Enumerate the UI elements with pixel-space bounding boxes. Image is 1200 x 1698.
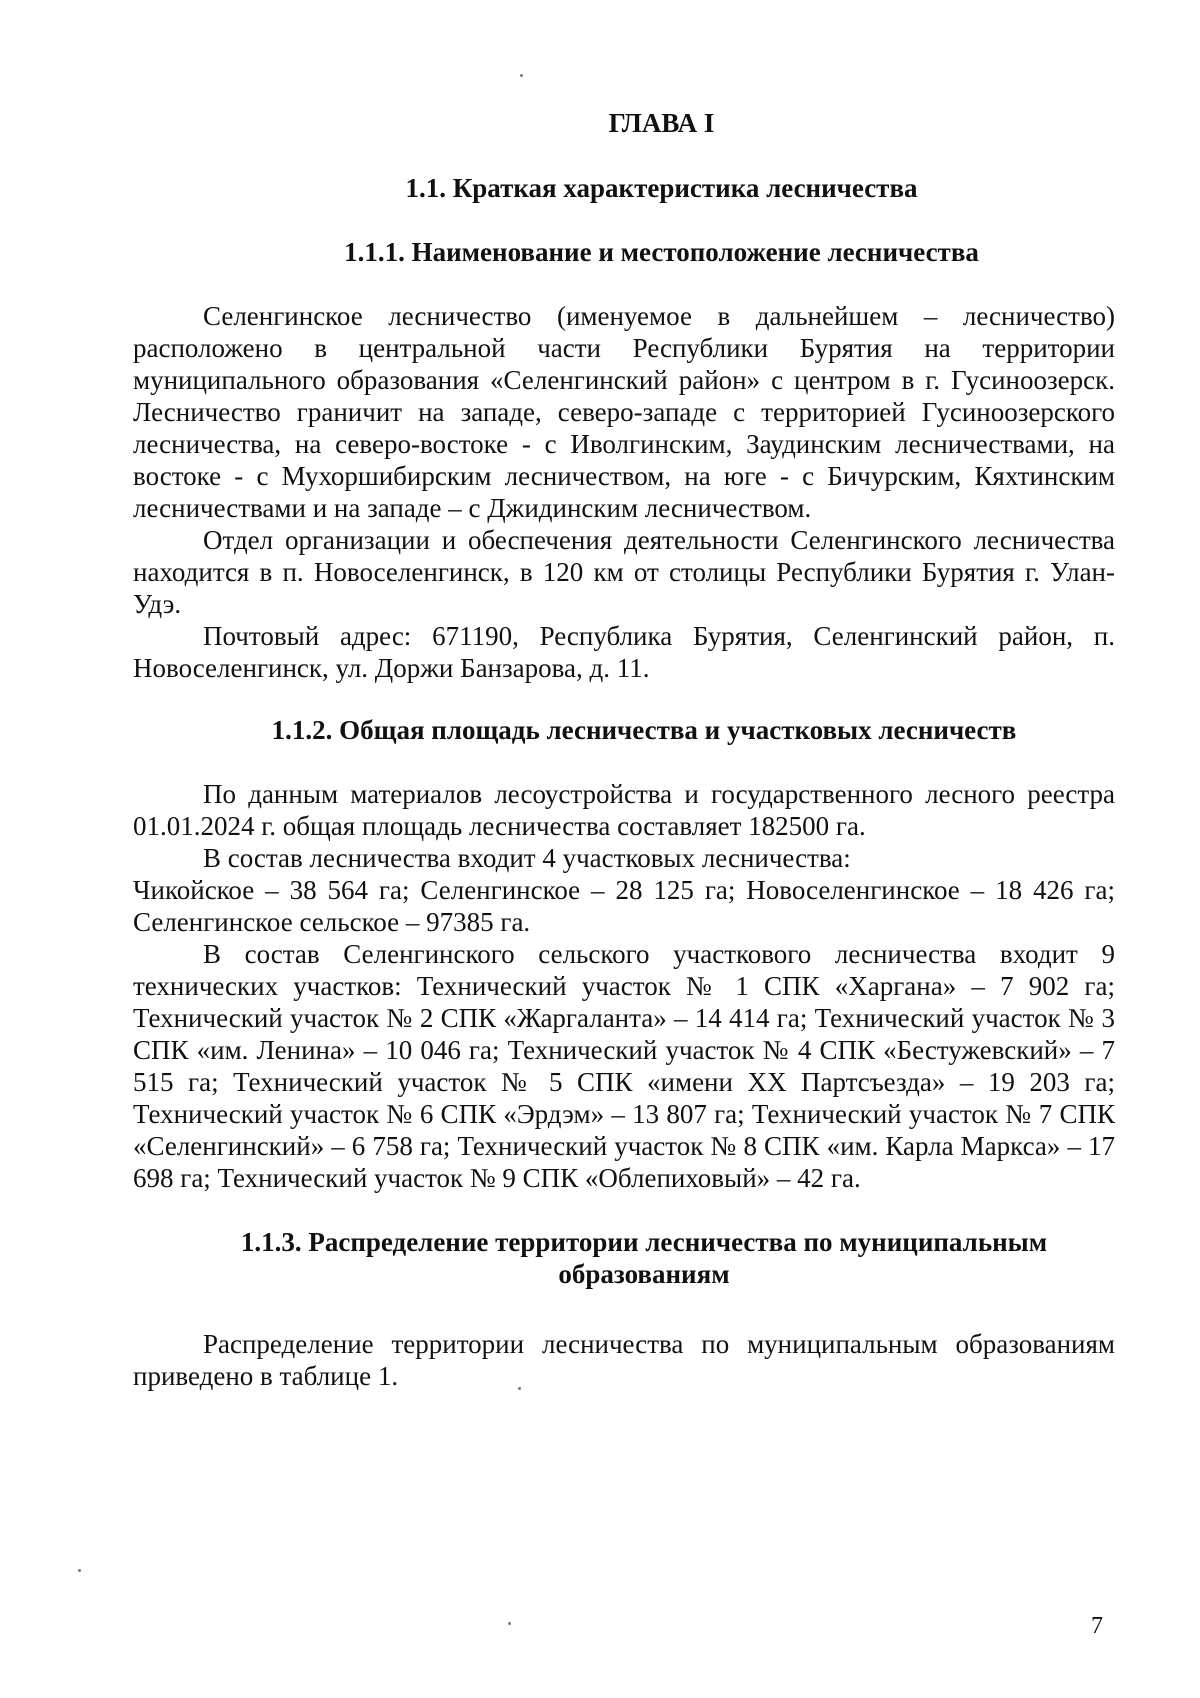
paragraph: Селенгинское лесничество (именуемое в дальнейшем – лесничество) расположено в центральной части Республики Бурятия на территории муниципального образования «Селенгинский район» с центром в г. Гусиноозерск. Лесничество граничит на западе, северо-западе с территорией Гусиноозерского лесничества, на северо-востоке - с Иволгинским, Заудинским лесничествами, на востоке - с Мухоршибирским лесничеством, на юге - с Бичурским, Кяхтинским лесничествами и на западе – с Джидинским лесничеством. [133, 301, 1115, 523]
paragraph: Отдел организации и обеспечения деятельности Селенгинского лесничества находится в п. Новоселенгинск, в 120 км от столицы Республики Бурятия г. Улан-Удэ. [133, 525, 1115, 619]
scan-speck [78, 1569, 81, 1572]
subsection-heading: 1.1.1. Наименование и местоположение лесничества [344, 237, 979, 267]
paragraph: Почтовый адрес: 671190, Республика Бурятия, Селенгинский район, п. Новоселенгинск, ул. Доржи Банзарова, д. 11. [133, 621, 1115, 683]
heading-line: образованиям [558, 1259, 730, 1289]
document-body [133, 107, 1115, 1392]
paragraph: Чикойское – 38 564 га; Селенгинское – 28 125 га; Новоселенгинское – 18 426 га; Селенгинское сельское – 97385 га. [133, 875, 1115, 937]
subsection-heading [133, 1226, 1115, 1290]
section-heading: 1.1. Краткая характеристика лесничества [405, 173, 918, 203]
scan-speck [520, 74, 523, 77]
page-number: 7 [1091, 1613, 1103, 1639]
heading-line: 1.1.3. Распределение территории лесничества по муниципальным [240, 1227, 1048, 1257]
scan-speck [508, 1622, 511, 1625]
paragraph: В состав лесничества входит 4 участковых лесничества: [203, 843, 851, 873]
paragraph: В состав Селенгинского сельского участкового лесничества входит 9 технических участков: Технический участок № 1 СПК «Харгана» – 7 902 га; Технический участок № 2 СПК «Жаргаланта» – 14 414 га; Технический участок № 3 СПК «им. Ленина» – 10 046 га; Технический участок № 4 СПК «Бестужевский» – 7 515 га; Технический участок № 5 СПК «имени XX Партсъезда» – 19 203 га; Технический участок № 6 СПК «Эрдэм» – 13 807 га; Технический участок № 7 СПК «Селенгинский» – 6 758 га; Технический участок № 8 СПК «им. Карла Маркса» – 17 698 га; Технический участок № 9 СПК «Облепиховый» – 42 га. [133, 939, 1115, 1193]
paragraph: По данным материалов лесоустройства и государственного лесного реестра 01.01.2024 г. общая площадь лесничества составляет 182500 га. [133, 779, 1115, 841]
subsection-heading: 1.1.2. Общая площадь лесничества и участковых лесничеств [271, 715, 1017, 745]
paragraph: Распределение территории лесничества по муниципальным образованиям приведено в таблице 1. [133, 1329, 1115, 1391]
chapter-title: ГЛАВА I [608, 108, 715, 138]
